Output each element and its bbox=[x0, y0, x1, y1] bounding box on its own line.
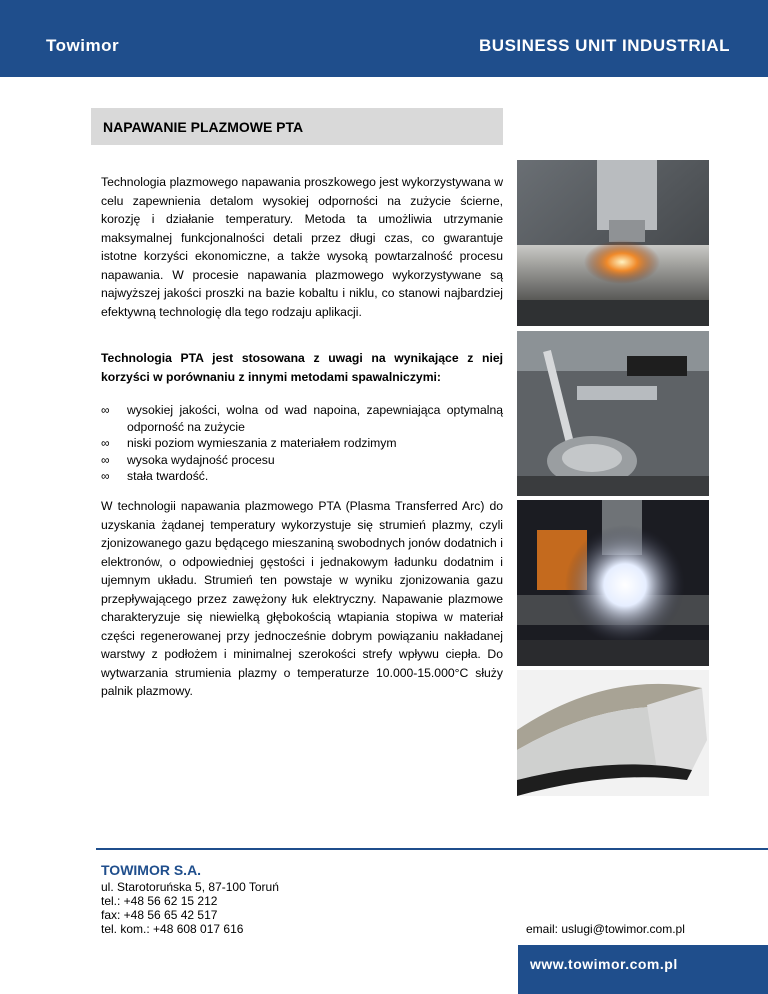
list-item-text: wysokiej jakości, wolna od wad napoina, zapewniająca optymalną odporność na zużycie bbox=[127, 403, 503, 434]
footer-divider bbox=[96, 848, 768, 850]
page-header bbox=[0, 0, 768, 77]
section-title-bar bbox=[91, 108, 503, 145]
address: ul. Starotoruńska 5, 87-100 Toruń bbox=[101, 880, 279, 894]
bullet-icon: ∞ bbox=[101, 403, 110, 417]
list-item-text: stała twardość. bbox=[127, 469, 209, 483]
bullet-icon: ∞ bbox=[101, 436, 110, 450]
mobile-phone: tel. kom.: +48 608 017 616 bbox=[101, 922, 244, 936]
list-item-text: wysoka wydajność procesu bbox=[127, 452, 275, 467]
list-item-text: niski poziom wymieszania z materiałem rodzimym bbox=[127, 436, 397, 450]
website-bar bbox=[518, 945, 768, 994]
phone: tel.: +48 56 62 15 212 bbox=[101, 894, 218, 908]
brand-name: Towimor bbox=[46, 36, 120, 55]
photo-valve-welding bbox=[517, 331, 709, 496]
email-link[interactable]: email: uslugi@towimor.com.pl bbox=[526, 922, 685, 936]
company-name: TOWIMOR S.A. bbox=[101, 862, 202, 878]
fax: fax: +48 56 65 42 517 bbox=[101, 908, 218, 922]
intro-paragraph: Technologia plazmowego napawania proszkowego jest wykorzystywana w celu zapewnienia detalom wysokiej odporności na zużycie ścierne, korozję i działanie temperatury. Metoda ta umożliwia utrzymanie maksymalnej funkcjonalności detali przez długi czas, co gwarantuje istotne korzyści ekonomiczne, a także wysoką powtarzalność procesu napawania. W procesie napawania plazmowego wykorzystywane są najwyższej jakości proszki na bazie kobaltu i niklu, co stanowi najbardziej efektywną technologię dla tego rodzaju aplikacji. bbox=[101, 175, 503, 319]
list-item bbox=[101, 402, 503, 435]
list-item bbox=[101, 435, 503, 452]
bullet-icon: ∞ bbox=[101, 452, 110, 467]
technology-paragraph: W technologii napawania plazmowego PTA (Plasma Transferred Arc) do uzyskania żądanej temperatury wykorzystuje się strumień plazmy, czyli zjonizowanego gazu będącego mieszaniną swobodnych jonów dodatnich i elektronów, o odpowiedniej gęstości i jednakowym ładunku dodatnim i ujemnym układu. Strumień ten powstaje w wyniku zjonizowania gazu przepływającego przez zawężony łuk elektryczny. Napawanie plazmowe charakteryzuje się niewielką głębokością wtapiania stopiwa w materiał części regenerowanej przy jednocześnie dobrym powiązaniu nakładanej warstwy z podłożem i minimalnej szerokości strefy wpływu ciepła. Do wytwarzania strumienia plazmy o temperaturze 10.000-15.000°C służy palnik plazmowy. bbox=[101, 499, 503, 698]
benefits-list bbox=[101, 402, 503, 485]
section-title: NAPAWANIE PLAZMOWE PTA bbox=[103, 119, 304, 135]
list-item bbox=[101, 452, 503, 469]
photo-plasma-arc-shaft bbox=[517, 500, 709, 666]
website-link[interactable]: www.towimor.com.pl bbox=[530, 956, 678, 972]
bullet-icon: ∞ bbox=[101, 469, 110, 483]
benefits-intro: Technologia PTA jest stosowana z uwagi na wynikające z niej korzyści w porównaniu z innymi metodami spawalniczymi: bbox=[101, 351, 503, 384]
list-item bbox=[101, 468, 503, 485]
photo-pta-welding-roll bbox=[517, 160, 709, 326]
business-unit-label: BUSINESS UNIT INDUSTRIAL bbox=[479, 36, 730, 55]
photo-hardfaced-part bbox=[517, 670, 709, 796]
